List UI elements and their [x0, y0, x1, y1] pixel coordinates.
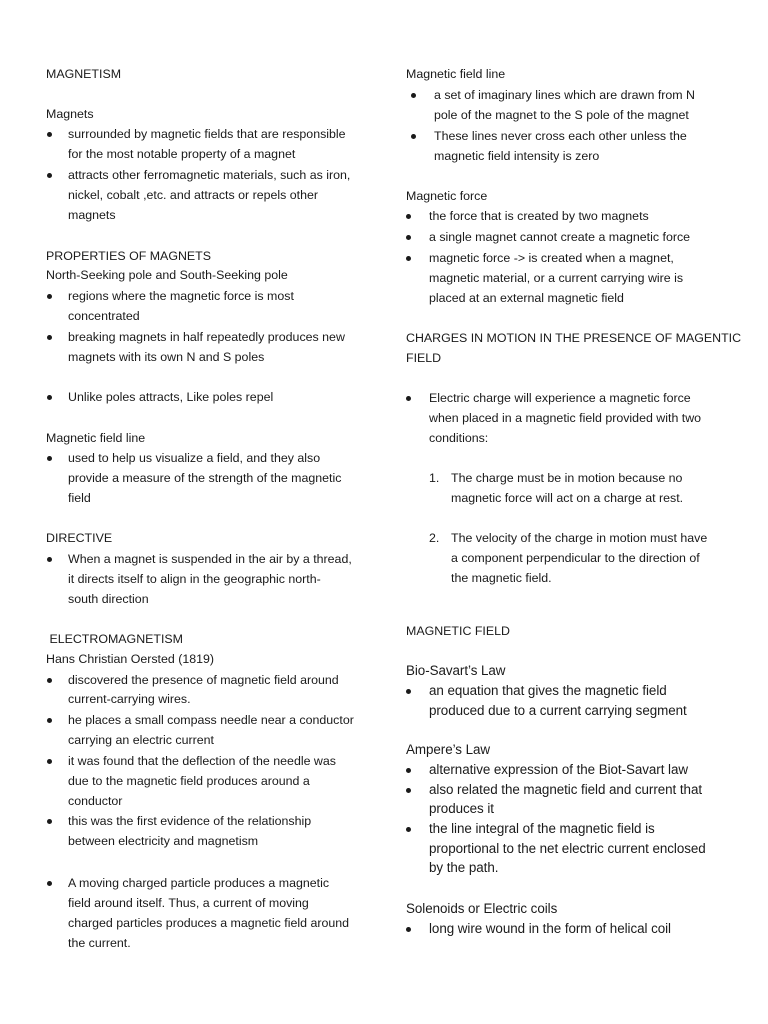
bullet-icon — [406, 827, 411, 832]
list-item: current-carrying wires. — [68, 692, 191, 706]
section-heading-field-line: Magnetic field line — [46, 431, 146, 445]
bullet-icon — [406, 689, 411, 694]
section-subheading: North-Seeking pole and South-Seeking pole — [46, 268, 288, 282]
list-item: Unlike poles attracts, Like poles repel — [68, 390, 274, 404]
list-item: proportional to the net electric current enclosed — [429, 841, 706, 856]
list-item: These lines never cross each other unless the — [434, 129, 687, 143]
section-heading-force: Magnetic force — [406, 189, 488, 203]
list-item: nickel, cobalt ,etc. and attracts or repels other — [68, 188, 319, 202]
list-item: the current. — [68, 936, 131, 950]
section-heading-field-line: Magnetic field line — [406, 67, 506, 81]
list-item: magnets with its own N and S poles — [68, 350, 265, 364]
bullet-icon — [47, 132, 52, 137]
list-item: an equation that gives the magnetic field — [429, 683, 667, 698]
list-item: this was the first evidence of the relationship — [68, 814, 312, 828]
document-title: MAGNETISM — [46, 67, 122, 81]
list-item: the force that is created by two magnets — [429, 209, 649, 223]
list-item: The velocity of the charge in motion must have — [451, 531, 708, 545]
subsection-heading-solenoids: Solenoids or Electric coils — [406, 901, 558, 916]
list-item: magnetic force will act on a charge at rest. — [451, 491, 684, 505]
bullet-icon — [406, 396, 411, 401]
list-item: due to the magnetic field produces around a — [68, 774, 310, 788]
list-item: it directs itself to align in the geographic north- — [68, 572, 321, 586]
list-item: by the path. — [429, 860, 499, 875]
section-heading-properties: PROPERTIES OF MAGNETS — [46, 249, 212, 263]
list-item: produces it — [429, 801, 494, 816]
bullet-icon — [47, 678, 52, 683]
list-item: a set of imaginary lines which are drawn from N — [434, 88, 695, 102]
list-item: south direction — [68, 592, 149, 606]
bullet-icon — [47, 335, 52, 340]
list-item: Electric charge will experience a magnetic force — [429, 391, 691, 405]
list-item: when placed in a magnetic field provided with two — [429, 411, 702, 425]
list-item: A moving charged particle produces a magnetic — [68, 876, 330, 890]
list-item: surrounded by magnetic fields that are responsible — [68, 127, 346, 141]
list-item: regions where the magnetic force is most — [68, 289, 294, 303]
list-item: magnetic force -> is created when a magnet, — [429, 251, 674, 265]
list-item: charged particles produces a magnetic field around — [68, 916, 350, 930]
list-item: long wire wound in the form of helical coil — [429, 921, 671, 936]
bullet-icon — [406, 768, 411, 773]
list-item: used to help us visualize a field, and they also — [68, 451, 321, 465]
list-item: a component perpendicular to the direction of — [451, 551, 700, 565]
subsection-heading-ampere: Ampere’s Law — [406, 742, 491, 757]
bullet-icon — [47, 395, 52, 400]
list-number: 1. — [429, 471, 440, 485]
section-heading-magnets: Magnets — [46, 107, 94, 121]
list-item: produced due to a current carrying segment — [429, 703, 687, 718]
bullet-icon — [406, 235, 411, 240]
list-item: provide a measure of the strength of the magnetic — [68, 471, 342, 485]
list-item: breaking magnets in half repeatedly produces new — [68, 330, 345, 344]
list-item: also related the magnetic field and current that — [429, 782, 703, 797]
list-item: he places a small compass needle near a conductor — [68, 713, 354, 727]
list-item: the magnetic field. — [451, 571, 552, 585]
list-item: a single magnet cannot create a magnetic force — [429, 230, 691, 244]
bullet-icon — [411, 93, 416, 98]
section-heading-charges: CHARGES IN MOTION IN THE PRESENCE OF MAGENTIC — [406, 331, 742, 345]
section-heading-magnetic-field: MAGNETIC FIELD — [406, 624, 510, 638]
list-item: between electricity and magnetism — [68, 834, 259, 848]
bullet-icon — [406, 214, 411, 219]
list-item: for the most notable property of a magnet — [68, 147, 296, 161]
bullet-icon — [47, 294, 52, 299]
list-item: magnetic material, or a current carrying wire is — [429, 271, 684, 285]
bullet-icon — [406, 788, 411, 793]
list-item: conductor — [68, 794, 123, 808]
bullet-icon — [411, 134, 416, 139]
list-item: the line integral of the magnetic field is — [429, 821, 655, 836]
list-item: concentrated — [68, 309, 140, 323]
list-item: pole of the magnet to the S pole of the magnet — [434, 108, 689, 122]
list-item: conditions: — [429, 431, 489, 445]
bullet-icon — [406, 256, 411, 261]
subsection-heading-biot-savart: Bio-Savart’s Law — [406, 663, 506, 678]
list-item: magnetic field intensity is zero — [434, 149, 600, 163]
bullet-icon — [47, 881, 52, 886]
bullet-icon — [47, 759, 52, 764]
list-item: field — [68, 491, 91, 505]
list-item: placed at an external magnetic field — [429, 291, 624, 305]
list-item: carrying an electric current — [68, 733, 214, 747]
list-item: field around itself. Thus, a current of moving — [68, 896, 309, 910]
bullet-icon — [47, 718, 52, 723]
bullet-icon — [47, 819, 52, 824]
bullet-icon — [406, 927, 411, 932]
section-heading-directive: DIRECTIVE — [46, 531, 113, 545]
list-item: The charge must be in motion because no — [451, 471, 683, 485]
bullet-icon — [47, 557, 52, 562]
bullet-icon — [47, 173, 52, 178]
section-subheading: Hans Christian Oersted (1819) — [46, 652, 215, 666]
list-item: alternative expression of the Biot-Savart law — [429, 762, 688, 777]
list-item: discovered the presence of magnetic field around — [68, 673, 339, 687]
list-item: magnets — [68, 208, 116, 222]
list-item: When a magnet is suspended in the air by a thread, — [68, 552, 352, 566]
section-heading-electromagnetism: ELECTROMAGNETISM — [46, 632, 183, 646]
list-item: attracts other ferromagnetic materials, such as iron, — [68, 168, 351, 182]
bullet-icon — [47, 456, 52, 461]
list-item: it was found that the deflection of the needle was — [68, 754, 336, 768]
section-heading-charges: FIELD — [406, 351, 442, 365]
list-number: 2. — [429, 531, 440, 545]
